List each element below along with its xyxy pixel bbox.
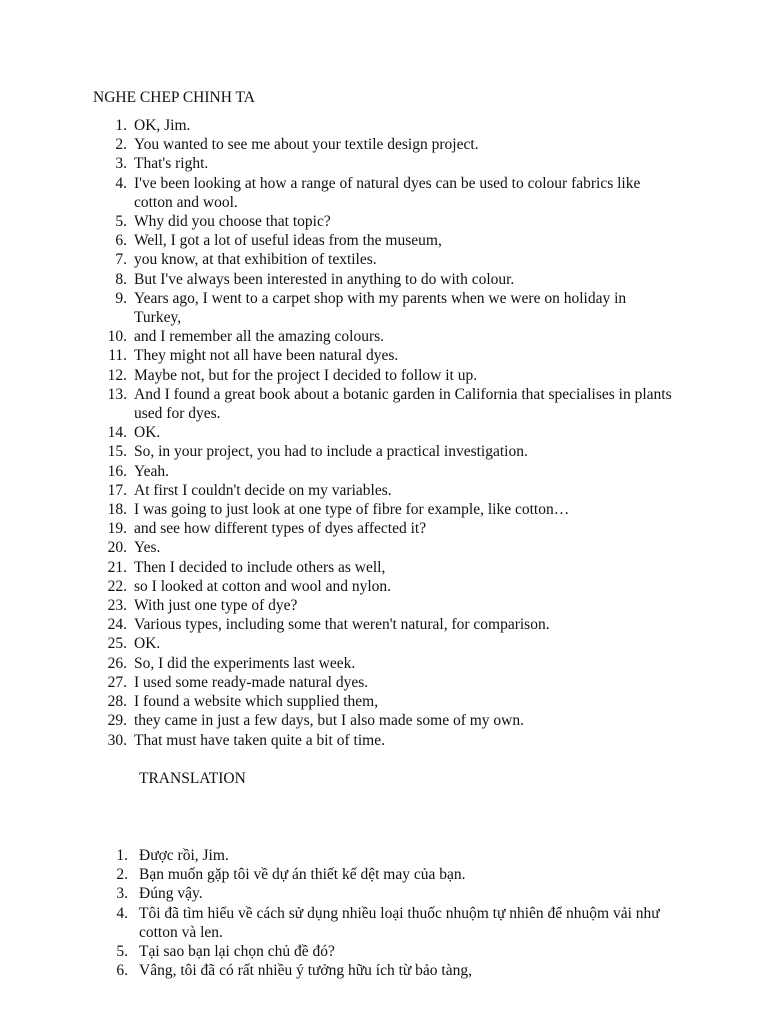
- list-item-number: 3.: [116, 885, 128, 903]
- list-item: [0, 961, 679, 980]
- list-item: [0, 673, 674, 692]
- list-item-text: But I've always been interested in anything to do with colour.: [134, 270, 515, 288]
- list-item-number: 15.: [107, 443, 127, 461]
- list-item-number: 7.: [115, 251, 127, 269]
- list-item: [0, 212, 674, 231]
- list-item-text: OK.: [134, 635, 161, 653]
- list-item-text: Đúng vậy.: [139, 885, 203, 903]
- list-item-text: So, in your project, you had to include a practical investigation.: [134, 443, 528, 461]
- list-item: [0, 500, 674, 519]
- list-item-text: They might not all have been natural dyes.: [134, 347, 399, 365]
- list-item-number: 18.: [107, 501, 127, 519]
- document-title: NGHE CHEP CHINH TA: [93, 89, 255, 106]
- list-item-text: Được rồi, Jim.: [139, 847, 229, 864]
- list-item-number: 6.: [115, 232, 127, 250]
- list-item-number: 24.: [107, 616, 127, 634]
- list-item: [0, 538, 674, 557]
- list-item-number: 4.: [116, 904, 128, 922]
- list-item-number: 1.: [115, 117, 127, 134]
- translation-heading: TRANSLATION: [139, 770, 246, 787]
- list-item: [0, 942, 679, 961]
- list-item: [0, 174, 674, 212]
- list-item: [0, 346, 674, 365]
- list-item: [0, 577, 674, 596]
- list-item-number: 20.: [107, 539, 127, 557]
- list-item: [0, 846, 679, 865]
- translation-list: [0, 846, 679, 980]
- list-item-text: And I found a great book about a botanic garden in California that specialises in plants used for dyes.: [134, 385, 672, 423]
- list-item: [0, 711, 674, 730]
- list-item-text: Various types, including some that weren't natural, for comparison.: [134, 616, 550, 634]
- list-item-number: 3.: [115, 155, 127, 173]
- list-item-text: Vâng, tôi đã có rất nhiều ý tưởng hữu ích từ bảo tàng,: [139, 962, 472, 980]
- list-item-number: 23.: [107, 597, 127, 615]
- list-item-number: 16.: [107, 462, 127, 480]
- list-item-number: 30.: [107, 731, 127, 749]
- list-item: [0, 634, 674, 653]
- list-item: [0, 154, 674, 173]
- list-item-text: and I remember all the amazing colours.: [134, 328, 385, 346]
- list-item-number: 2.: [115, 136, 127, 154]
- list-item-text: So, I did the experiments last week.: [134, 654, 356, 672]
- list-item-text: they came in just a few days, but I also made some of my own.: [134, 712, 524, 730]
- list-item-number: 6.: [116, 962, 128, 980]
- list-item-text: I found a website which supplied them,: [134, 693, 379, 711]
- list-item-text: Yes.: [134, 539, 161, 557]
- list-item: [0, 366, 674, 385]
- list-item-text: Years ago, I went to a carpet shop with my parents when we were on holiday in Turkey,: [134, 289, 627, 327]
- list-item-number: 11.: [108, 347, 127, 365]
- list-item: [0, 904, 679, 942]
- list-item-number: 8.: [115, 270, 127, 288]
- list-item: [0, 519, 674, 538]
- list-item: [0, 231, 674, 250]
- list-item: [0, 462, 674, 481]
- list-item-text: Bạn muốn gặp tôi về dự án thiết kế dệt may của bạn.: [139, 866, 466, 884]
- list-item-number: 4.: [115, 174, 127, 192]
- list-item: [0, 884, 679, 903]
- list-item-text: You wanted to see me about your textile design project.: [134, 136, 479, 154]
- list-item: [0, 270, 674, 289]
- list-item-text: so I looked at cotton and wool and nylon.: [134, 577, 391, 595]
- list-item-number: 22.: [107, 577, 127, 595]
- list-item-number: 5.: [116, 943, 128, 961]
- list-item-text: Why did you choose that topic?: [134, 213, 331, 231]
- list-item: [0, 596, 674, 615]
- list-item-text: OK, Jim.: [134, 117, 191, 134]
- list-item-text: you know, at that exhibition of textiles.: [134, 251, 377, 269]
- list-item-number: 14.: [107, 424, 127, 442]
- list-item-number: 19.: [107, 520, 127, 538]
- list-item-text: and see how different types of dyes affected it?: [134, 520, 427, 538]
- list-item: [0, 135, 674, 154]
- list-item-number: 17.: [107, 481, 127, 499]
- list-item-number: 2.: [116, 866, 128, 884]
- list-item-number: 13.: [107, 385, 127, 403]
- list-item-text: Yeah.: [134, 462, 170, 480]
- list-item: [0, 865, 679, 884]
- list-item-number: 5.: [115, 213, 127, 231]
- list-item: [0, 116, 674, 135]
- list-item-number: 25.: [107, 635, 127, 653]
- list-item-number: 27.: [107, 673, 127, 691]
- list-item: [0, 481, 674, 500]
- dictation-list: [0, 116, 674, 750]
- list-item: [0, 615, 674, 634]
- list-item: [0, 423, 674, 442]
- list-item: [0, 731, 674, 750]
- list-item-text: Tôi đã tìm hiểu về cách sử dụng nhiều loại thuốc nhuộm tự nhiên để nhuộm vải như cotton và len.: [139, 904, 660, 941]
- list-item-text: OK.: [134, 424, 161, 442]
- list-item-text: I was going to just look at one type of fibre for example, like cotton…: [134, 501, 570, 519]
- list-item-number: 26.: [107, 654, 127, 672]
- list-item: [0, 654, 674, 673]
- list-item-text: Well, I got a lot of useful ideas from the museum,: [134, 232, 442, 250]
- list-item-text: That's right.: [134, 155, 209, 173]
- list-item-text: At first I couldn't decide on my variables.: [134, 481, 392, 499]
- list-item-number: 29.: [107, 712, 127, 730]
- list-item-number: 12.: [107, 366, 127, 384]
- list-item: [0, 327, 674, 346]
- list-item: [0, 442, 674, 461]
- list-item-text: With just one type of dye?: [134, 597, 298, 615]
- list-item-number: 9.: [115, 289, 127, 307]
- list-item-text: That must have taken quite a bit of time.: [134, 731, 385, 749]
- list-item-text: Then I decided to include others as well,: [134, 558, 386, 576]
- list-item-number: 28.: [107, 693, 127, 711]
- list-item: [0, 558, 674, 577]
- list-item: [0, 692, 674, 711]
- list-item-text: Tại sao bạn lại chọn chủ đề đó?: [139, 943, 335, 961]
- list-item-text: Maybe not, but for the project I decided to follow it up.: [134, 366, 478, 384]
- list-item: [0, 250, 674, 269]
- list-item-text: I used some ready-made natural dyes.: [134, 673, 369, 691]
- list-item: [0, 385, 674, 423]
- list-item-text: I've been looking at how a range of natural dyes can be used to colour fabrics like cotton and wool.: [134, 174, 641, 211]
- list-item-number: 1.: [116, 847, 128, 864]
- list-item-number: 10.: [107, 328, 127, 346]
- list-item: [0, 289, 674, 327]
- list-item-number: 21.: [107, 558, 127, 576]
